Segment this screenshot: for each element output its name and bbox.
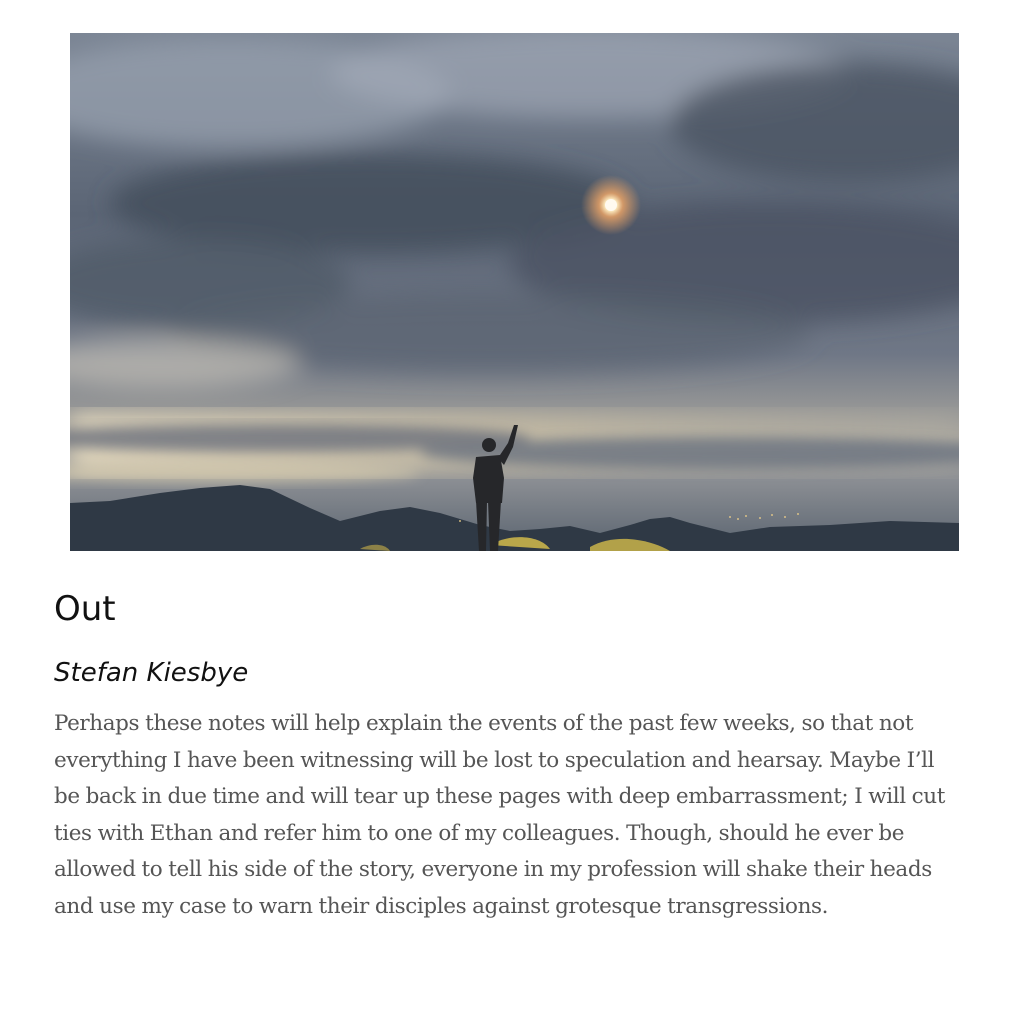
hero-image: [70, 33, 959, 551]
article-body: Perhaps these notes will help explain the events of the past few weeks, so that not everything I have been witnessing will be lost to speculation and hearsay. Maybe I’ll be back in due time and will tear up these pages with deep embarrassment; I will cut ties with Ethan and refer him to one of my colleagues. Though, should he ever be allowed to tell his side of the story, everyone in my profession will shake their heads and use my case to warn their disciples against grotesque transgressions.: [54, 711, 945, 919]
article-title: Out: [54, 589, 116, 629]
light-core: [605, 199, 617, 211]
hero-illustration: [70, 33, 959, 551]
article-author: Stefan Kiesbye: [54, 658, 249, 688]
